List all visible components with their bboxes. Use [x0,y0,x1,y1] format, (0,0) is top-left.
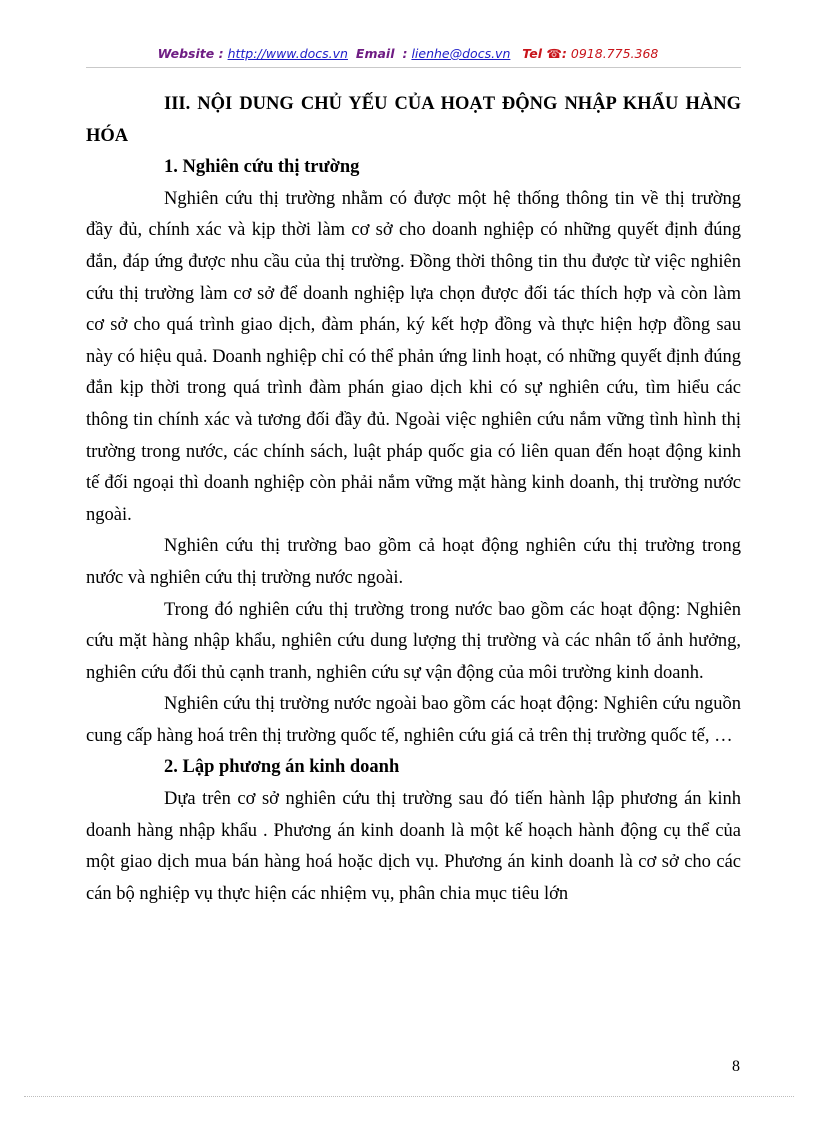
tel-value: 0918.775.368 [570,46,659,61]
section-title: III. NỘI DUNG CHỦ YẾU CỦA HOẠT ĐỘNG NHẬP KHẨU HÀNG HÓA [86,94,741,146]
email-label: Email [355,46,395,61]
subsection-title-2: 2. Lập phương án kinh doanh [164,757,400,778]
paragraph: Dựa trên cơ sở nghiên cứu thị trường sau đó tiến hành lập phương án kinh doanh hàng nhập khẩu . Phương án kinh doanh là một kế hoạch hành động cụ thể của một giao dịch mua bán hàng hoá hoặc dịch vụ. Phương án kinh doanh là cơ sở cho các cán bộ nghiệp vụ thực hiện các nhiệm vụ, phân chia mục tiêu lớn [86,789,741,904]
paragraph: Trong đó nghiên cứu thị trường trong nước bao gồm các hoạt động: Nghiên cứu mặt hàng nhập khẩu, nghiên cứu dung lượng thị trường và các nhân tố ảnh hưởng, nghiên cứu đối thủ cạnh tranh, nghiên cứu sự vận động của môi trường kinh doanh. [86,599,741,683]
tel-label: Tel ☎: [522,46,567,61]
website-label: Website : [157,46,224,61]
paragraph: Nghiên cứu thị trường bao gồm cả hoạt động nghiên cứu thị trường trong nước và nghiên cứu thị trường nước ngoài. [86,536,741,588]
page-header [0,46,816,61]
page-number: 8 [732,1058,740,1075]
email-separator: : [402,46,408,61]
website-link[interactable]: http://www.docs.vn [227,46,348,61]
document-body [86,89,741,910]
footer-divider [24,1096,794,1097]
subsection-title-1: 1. Nghiên cứu thị trường [164,157,360,178]
header-divider [86,67,741,68]
email-link[interactable]: lienhe@docs.vn [411,46,511,61]
paragraph: Nghiên cứu thị trường nhằm có được một hệ thống thông tin về thị trường đầy đủ, chính xác và kịp thời làm cơ sở cho doanh nghiệp có những quyết định đúng đắn, đáp ứng được nhu cầu của thị trường. Đồng thời thông tin thu được từ việc nghiên cứu thị trường làm cơ sở để doanh nghiệp lựa chọn được đối tác thích hợp và còn làm cơ sở cho quá trình giao dịch, đàm phán, ký kết hợp đồng và thực hiện hợp đồng sau này có hiệu quả. Doanh nghiệp chỉ có thể phản ứng linh hoạt, có những quyết định đúng đắn kịp thời trong quá trình đàm phán giao dịch khi có sự nghiên cứu, tìm hiểu các thông tin chính xác và tương đối đầy đủ. Ngoài việc nghiên cứu nắm vững tình hình thị trường trong nước, các chính sách, luật pháp quốc gia có liên quan đến hoạt động kinh tế đối ngoại thì doanh nghiệp còn phải nắm vững mặt hàng kinh doanh, thị trường nước ngoài. [86,188,741,525]
paragraph: Nghiên cứu thị trường nước ngoài bao gồm các hoạt động: Nghiên cứu nguồn cung cấp hàng hoá trên thị trường quốc tế, nghiên cứu giá cả trên thị trường quốc tế, … [86,694,741,746]
